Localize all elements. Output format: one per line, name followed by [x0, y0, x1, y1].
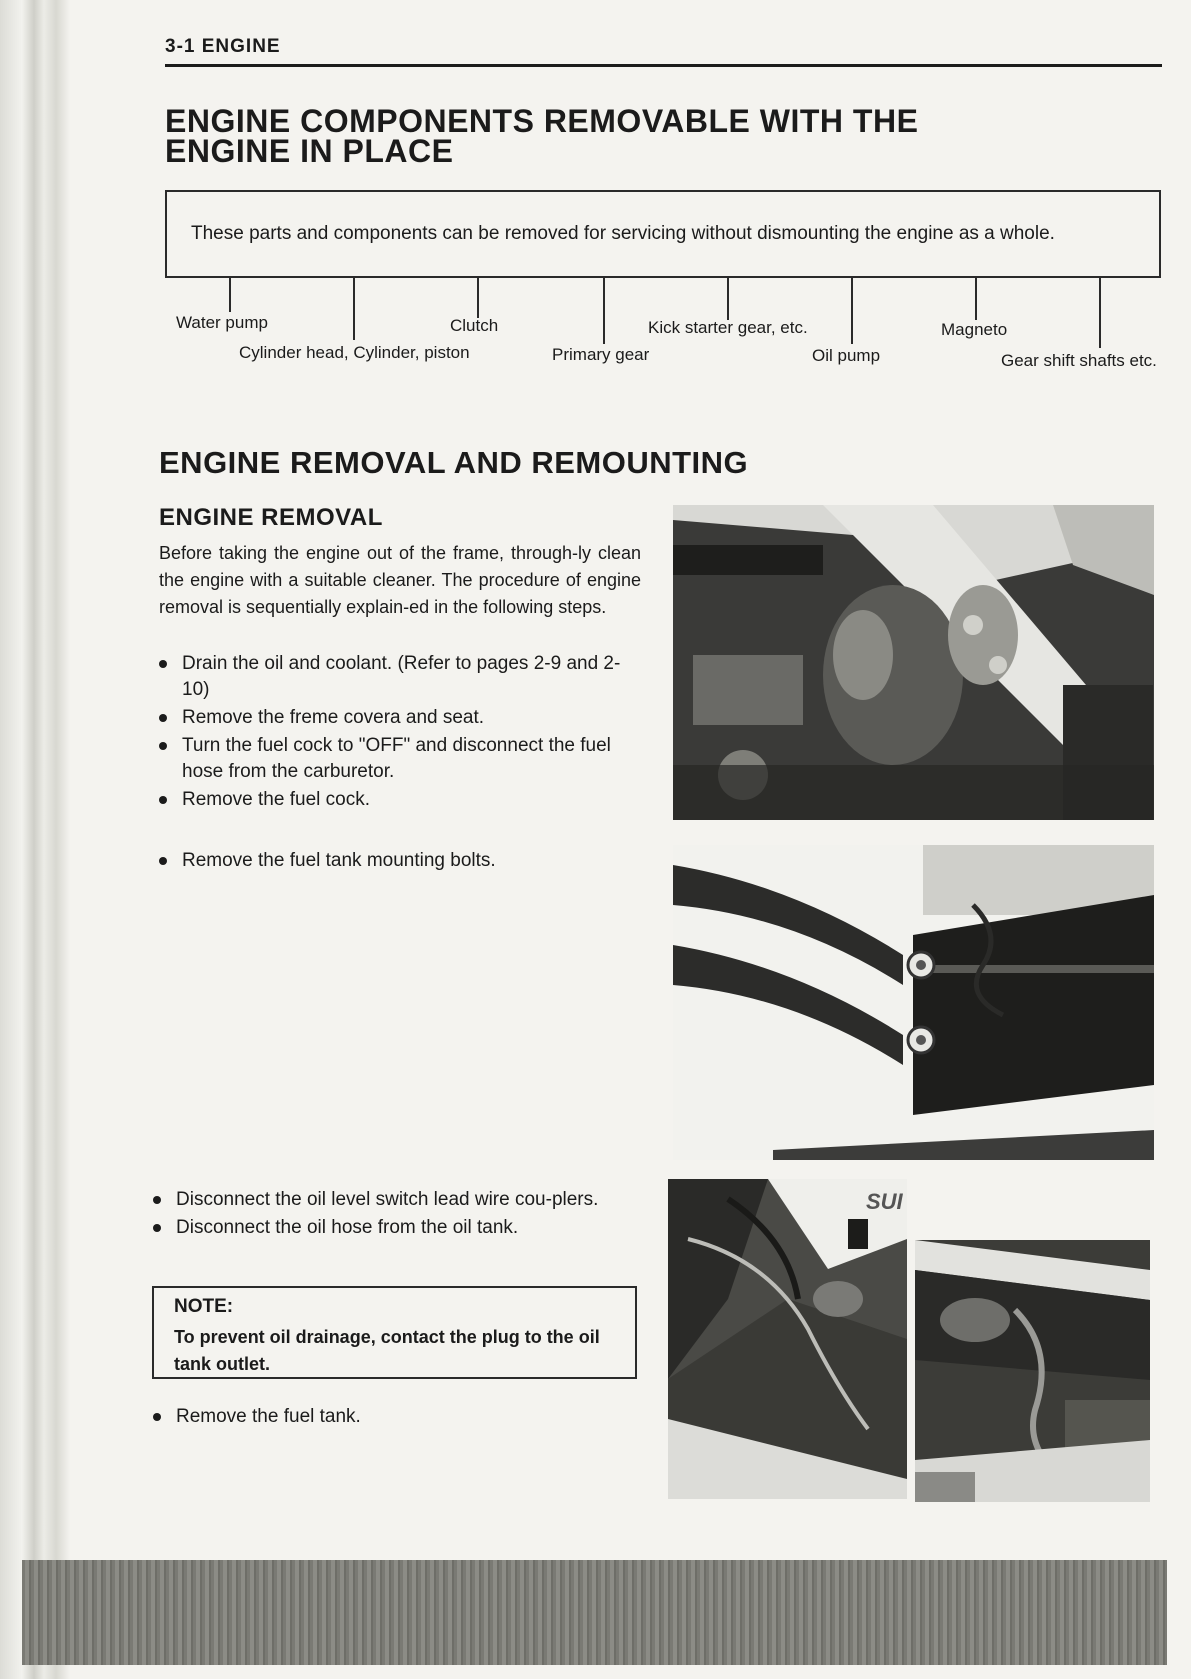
- components-title-line2: ENGINE IN PLACE: [165, 133, 454, 169]
- component-label-primary-gear: Primary gear: [552, 345, 650, 364]
- bullet-icon: [159, 660, 167, 668]
- photo-tank-graphic: [673, 845, 1154, 1160]
- photo-oil-hose: [915, 1240, 1150, 1502]
- connector-tick: [975, 278, 977, 320]
- bullet-icon: [159, 714, 167, 722]
- step-item: Remove the freme covera and seat.: [156, 705, 641, 731]
- connector-tick: [727, 278, 729, 320]
- connector-tick: [603, 278, 605, 344]
- components-intro-text: These parts and components can be removed for servicing without dismounting the engine as a whole.: [191, 223, 1055, 244]
- component-label-cylinder: Cylinder head, Cylinder, piston: [239, 343, 470, 362]
- connector-tick: [851, 278, 853, 344]
- step-item: Disconnect the oil level switch lead wire cou-plers.: [150, 1187, 640, 1213]
- component-label-water-pump: Water pump: [176, 313, 268, 332]
- book-binding-edge: [0, 0, 70, 1679]
- page-header: [165, 36, 1162, 67]
- step-item: Disconnect the oil hose from the oil tank.: [150, 1215, 640, 1241]
- components-title-line1: ENGINE COMPONENTS REMOVABLE WITH THE: [165, 103, 919, 139]
- bullet-icon: [153, 1196, 161, 1204]
- bullet-icon: [153, 1413, 161, 1421]
- components-intro-box: [165, 190, 1161, 278]
- steps-list-a: [156, 651, 641, 815]
- component-label-oil-pump: Oil pump: [812, 346, 881, 365]
- component-label-gear-shift: Gear shift shafts etc.: [1001, 351, 1157, 370]
- photo-oil-switch-graphic: [668, 1179, 907, 1499]
- page-bottom-shadow: [22, 1560, 1167, 1665]
- component-label-magneto: Magneto: [941, 320, 1008, 339]
- connector-tick: [229, 278, 231, 312]
- bullet-icon: [159, 742, 167, 750]
- component-label-kick-starter: Kick starter gear, etc.: [648, 318, 808, 337]
- bullet-icon: [159, 796, 167, 804]
- section-label: 3-1 ENGINE: [165, 36, 281, 57]
- steps-list-d: [150, 1404, 640, 1432]
- connector-tick: [353, 278, 355, 340]
- steps-list-c: [150, 1187, 640, 1243]
- connector-tick: [1099, 278, 1101, 348]
- note-title: NOTE:: [174, 1296, 234, 1317]
- bullet-icon: [153, 1224, 161, 1232]
- step-item: Remove the fuel tank.: [150, 1404, 640, 1430]
- steps-list-b: [156, 848, 641, 876]
- note-text: To prevent oil drainage, contact the plug to the oil tank outlet.: [174, 1327, 600, 1374]
- photo-oil-hose-graphic: [915, 1240, 1150, 1502]
- removal-intro: Before taking the engine out of the frame, through-ly clean the engine with a suitable cleaner. The procedure of engine removal is sequentially explain-ed in the following steps.: [159, 543, 641, 617]
- removal-subtitle: ENGINE REMOVAL: [159, 504, 383, 531]
- photo-engine-graphic: [673, 505, 1154, 820]
- step-item: Turn the fuel cock to "OFF" and disconnect the fuel hose from the carburetor.: [156, 733, 641, 785]
- bullet-icon: [159, 857, 167, 865]
- connector-tick: [477, 278, 479, 318]
- step-item: Remove the fuel cock.: [156, 787, 641, 813]
- photo-fuel-tank-bolts: [673, 845, 1154, 1160]
- step-item: Drain the oil and coolant. (Refer to pages 2-9 and 2-10): [156, 651, 641, 703]
- removal-section-title: ENGINE REMOVAL AND REMOUNTING: [159, 445, 749, 480]
- note-box: [152, 1286, 637, 1379]
- component-label-clutch: Clutch: [450, 316, 499, 335]
- step-item: Remove the fuel tank mounting bolts.: [156, 848, 641, 874]
- photo-oil-level-switch: [668, 1179, 907, 1499]
- photo-brand-text: SUI: [866, 1189, 903, 1214]
- photo-engine-carburetor: [673, 505, 1154, 820]
